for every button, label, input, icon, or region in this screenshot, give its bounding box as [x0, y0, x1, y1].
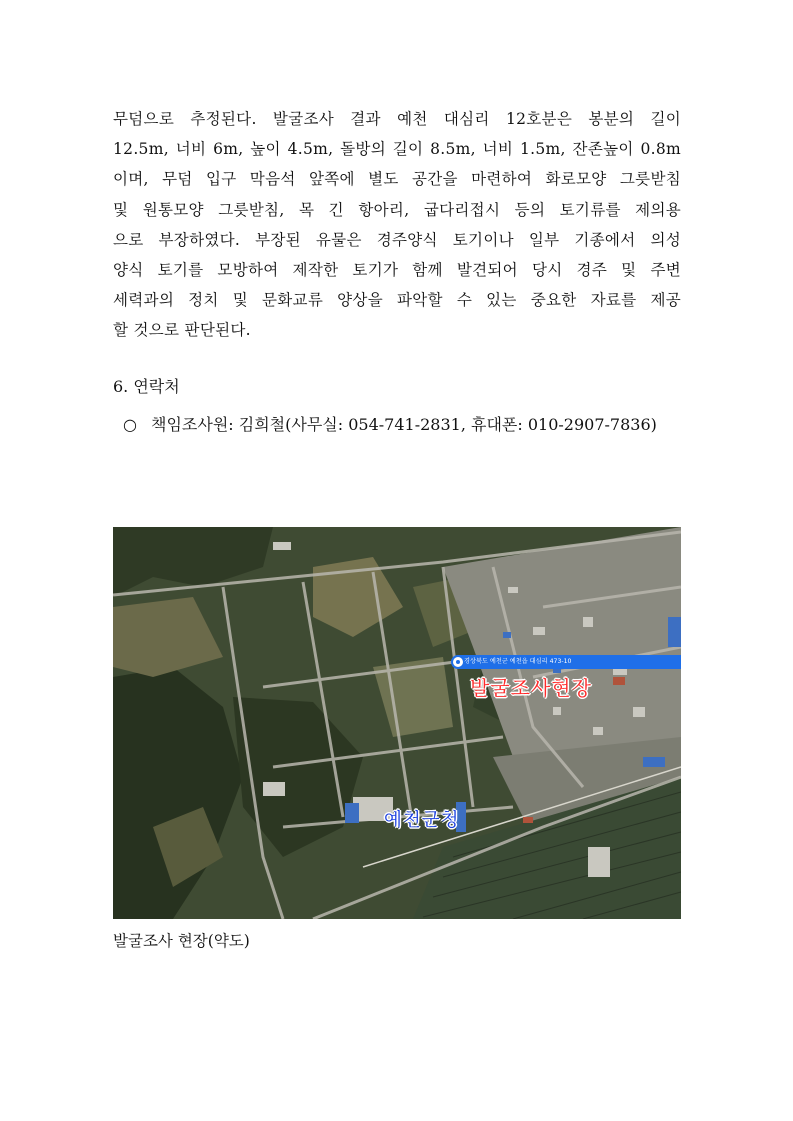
- map-caption: 발굴조사 현장(약도): [113, 932, 250, 950]
- body-paragraph: [113, 104, 681, 346]
- body-line-6: 양식 토기를 모방하여 제작한 토기가 함께 발견되어 당시 경주 및 주변: [113, 261, 681, 280]
- pin-address: 경상북도 예천군 예천읍 대심리 473-10: [464, 658, 572, 665]
- satellite-map-image: [113, 527, 681, 919]
- contact-line: [123, 412, 657, 435]
- bullet-circle-icon: ○: [123, 415, 137, 434]
- body-line-4: 및 원통모양 그릇받침, 목 긴 항아리, 굽다리접시 등의 토기류를 제의용: [113, 200, 681, 219]
- map-pin-icon: [453, 657, 463, 667]
- body-line-7: 세력과의 정치 및 문화교류 양상을 파악할 수 있는 중요한 자료를 제공: [113, 291, 681, 310]
- contact-heading: 6. 연락처: [113, 377, 180, 396]
- body-line-1: 무덤으로 추정된다. 발굴조사 결과 예천 대심리 12호분은 봉분의 길이: [113, 110, 681, 128]
- body-line-8: 할 것으로 판단된다.: [113, 321, 251, 340]
- body-line-5: 으로 부장하였다. 부장된 유물은 경주양식 토기이나 일부 기종에서 의성: [113, 230, 681, 249]
- county-office-label: 예천군청: [384, 810, 460, 831]
- body-line-3: 이며, 무덤 입구 막음석 앞쪽에 별도 공간을 마련하여 화로모양 그릇받침: [113, 170, 681, 189]
- map-pin-label: [451, 655, 681, 669]
- body-line-2: 12.5m, 너비 6m, 높이 4.5m, 돌방의 길이 8.5m, 너비 1.5m, 잔존높이 0.8m: [113, 140, 681, 159]
- site-label: 발굴조사현장: [470, 676, 592, 700]
- contact-text: 책임조사원: 김희철(사무실: 054-741-2831, 휴대폰: 010-2907-7836): [151, 415, 657, 434]
